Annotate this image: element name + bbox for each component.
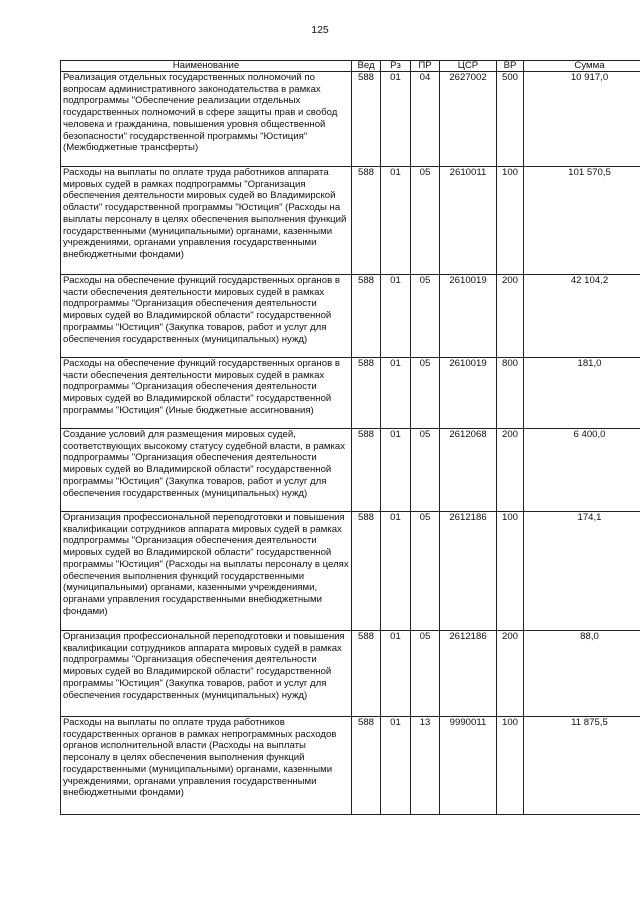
row-ved: 588: [352, 429, 381, 512]
table-body: [61, 72, 640, 815]
row-rz: 01: [381, 717, 411, 815]
row-csr: 2612186: [440, 631, 497, 717]
row-ved: 588: [352, 717, 381, 815]
header-name: Наименование: [61, 61, 352, 72]
row-sum: 42 104,2: [524, 275, 640, 358]
row-ved: 588: [352, 72, 381, 167]
header-rz: Рз: [381, 61, 411, 72]
row-name: Организация профессиональной переподготовки и повышения квалификации сотрудников аппарата мировых судей в рамках подпрограммы "Организация обеспечения деятельности мировых судей во Владимирской области" государственной программы "Юстиция" (Закупка товаров, работ и услуг для обеспечения государственных (муниципальных) нужд): [61, 631, 352, 717]
row-name: Реализация отдельных государственных полномочий по вопросам административного законодательства в рамках подпрограммы "Обеспечение реализации отдельных государственных полномочий в сфере защиты прав и свобод человека и гражданина, повышения уровня общественной безопасности" государственной программы "Юстиция" (Межбюджетные трансферты): [61, 72, 352, 167]
row-csr: 9990011: [440, 717, 497, 815]
row-sum: 174,1: [524, 512, 640, 631]
row-vr: 200: [497, 429, 524, 512]
row-sum: 10 917,0: [524, 72, 640, 167]
row-vr: 100: [497, 512, 524, 631]
row-csr: 2610011: [440, 167, 497, 275]
row-ved: 588: [352, 358, 381, 429]
row-rz: 01: [381, 358, 411, 429]
table-row: [61, 275, 640, 358]
row-csr: 2612068: [440, 429, 497, 512]
row-name: Расходы на обеспечение функций государственных органов в части обеспечения деятельности мировых судей в рамках подпрограммы "Организация обеспечения деятельности мировых судей во Владимирской области" государственной программы "Юстиция" (Закупка товаров, работ и услуг для обеспечения государственных (муниципальных) нужд): [61, 275, 352, 358]
row-sum: 88,0: [524, 631, 640, 717]
row-csr: 2612186: [440, 512, 497, 631]
row-vr: 100: [497, 717, 524, 815]
table-row: [61, 72, 640, 167]
table-row: [61, 429, 640, 512]
row-ved: 588: [352, 275, 381, 358]
row-vr: 100: [497, 167, 524, 275]
row-name: Расходы на выплаты по оплате труда работников аппарата мировых судей в рамках подпрограммы "Организация обеспечения деятельности мировых судей во Владимирской области" государственной программы "Юстиция" (Расходы на выплаты персоналу в целях обеспечения выполнения функций государственными (муниципальными) органами, казенными учреждениями, органами управления государственными внебюджетными фондами): [61, 167, 352, 275]
header-csr: ЦСР: [440, 61, 497, 72]
header-row: [61, 61, 640, 72]
row-vr: 200: [497, 631, 524, 717]
row-pr: 05: [411, 631, 440, 717]
row-vr: 500: [497, 72, 524, 167]
table-row: [61, 167, 640, 275]
row-name: Расходы на выплаты по оплате труда работников государственных органов в рамках непрограммных расходов органов исполнительной власти (Расходы на выплаты персоналу в целях обеспечения выполнения функций государственными (муниципальными) органами, казенными учреждениями, органами управления государственными внебюджетными фондами): [61, 717, 352, 815]
row-rz: 01: [381, 512, 411, 631]
row-pr: 13: [411, 717, 440, 815]
row-sum: 181,0: [524, 358, 640, 429]
row-rz: 01: [381, 167, 411, 275]
row-csr: 2610019: [440, 358, 497, 429]
table-header: [61, 61, 640, 72]
header-vr: ВР: [497, 61, 524, 72]
row-sum: 6 400,0: [524, 429, 640, 512]
table-row: [61, 631, 640, 717]
row-ved: 588: [352, 512, 381, 631]
row-pr: 05: [411, 429, 440, 512]
row-rz: 01: [381, 275, 411, 358]
row-rz: 01: [381, 72, 411, 167]
header-ved: Вед: [352, 61, 381, 72]
budget-table: [60, 60, 640, 815]
row-ved: 588: [352, 631, 381, 717]
row-ved: 588: [352, 167, 381, 275]
row-csr: 2610019: [440, 275, 497, 358]
table-row: [61, 512, 640, 631]
table-row: [61, 358, 640, 429]
row-rz: 01: [381, 631, 411, 717]
row-pr: 04: [411, 72, 440, 167]
row-sum: 11 875,5: [524, 717, 640, 815]
header-pr: ПР: [411, 61, 440, 72]
row-pr: 05: [411, 358, 440, 429]
row-name: Создание условий для размещения мировых судей, соответствующих высокому статусу судебной власти, в рамках подпрограммы "Организация обеспечения деятельности мировых судей во Владимирской области" государственной программы "Юстиция" (Закупка товаров, работ и услуг для обеспечения государственных (муниципальных) нужд): [61, 429, 352, 512]
row-rz: 01: [381, 429, 411, 512]
header-sum: Сумма: [524, 61, 640, 72]
row-vr: 200: [497, 275, 524, 358]
page-number: 125: [311, 24, 329, 36]
table-row: [61, 717, 640, 815]
row-vr: 800: [497, 358, 524, 429]
row-pr: 05: [411, 512, 440, 631]
row-pr: 05: [411, 275, 440, 358]
row-sum: 101 570,5: [524, 167, 640, 275]
row-name: Расходы на обеспечение функций государственных органов в части обеспечения деятельности мировых судей в рамках подпрограммы "Организация обеспечения деятельности мировых судей во Владимирской области" государственной программы "Юстиция" (Иные бюджетные ассигнования): [61, 358, 352, 429]
row-pr: 05: [411, 167, 440, 275]
row-csr: 2627002: [440, 72, 497, 167]
row-name: Организация профессиональной переподготовки и повышения квалификации сотрудников аппарата мировых судей в рамках подпрограммы "Организация обеспечения деятельности мировых судей во Владимирской области" государственной программы "Юстиция" (Расходы на выплаты персоналу в целях обеспечения выполнения функций государственными (муниципальными) органами, казенными учреждениями, органами управления государственными внебюджетными фондами): [61, 512, 352, 631]
